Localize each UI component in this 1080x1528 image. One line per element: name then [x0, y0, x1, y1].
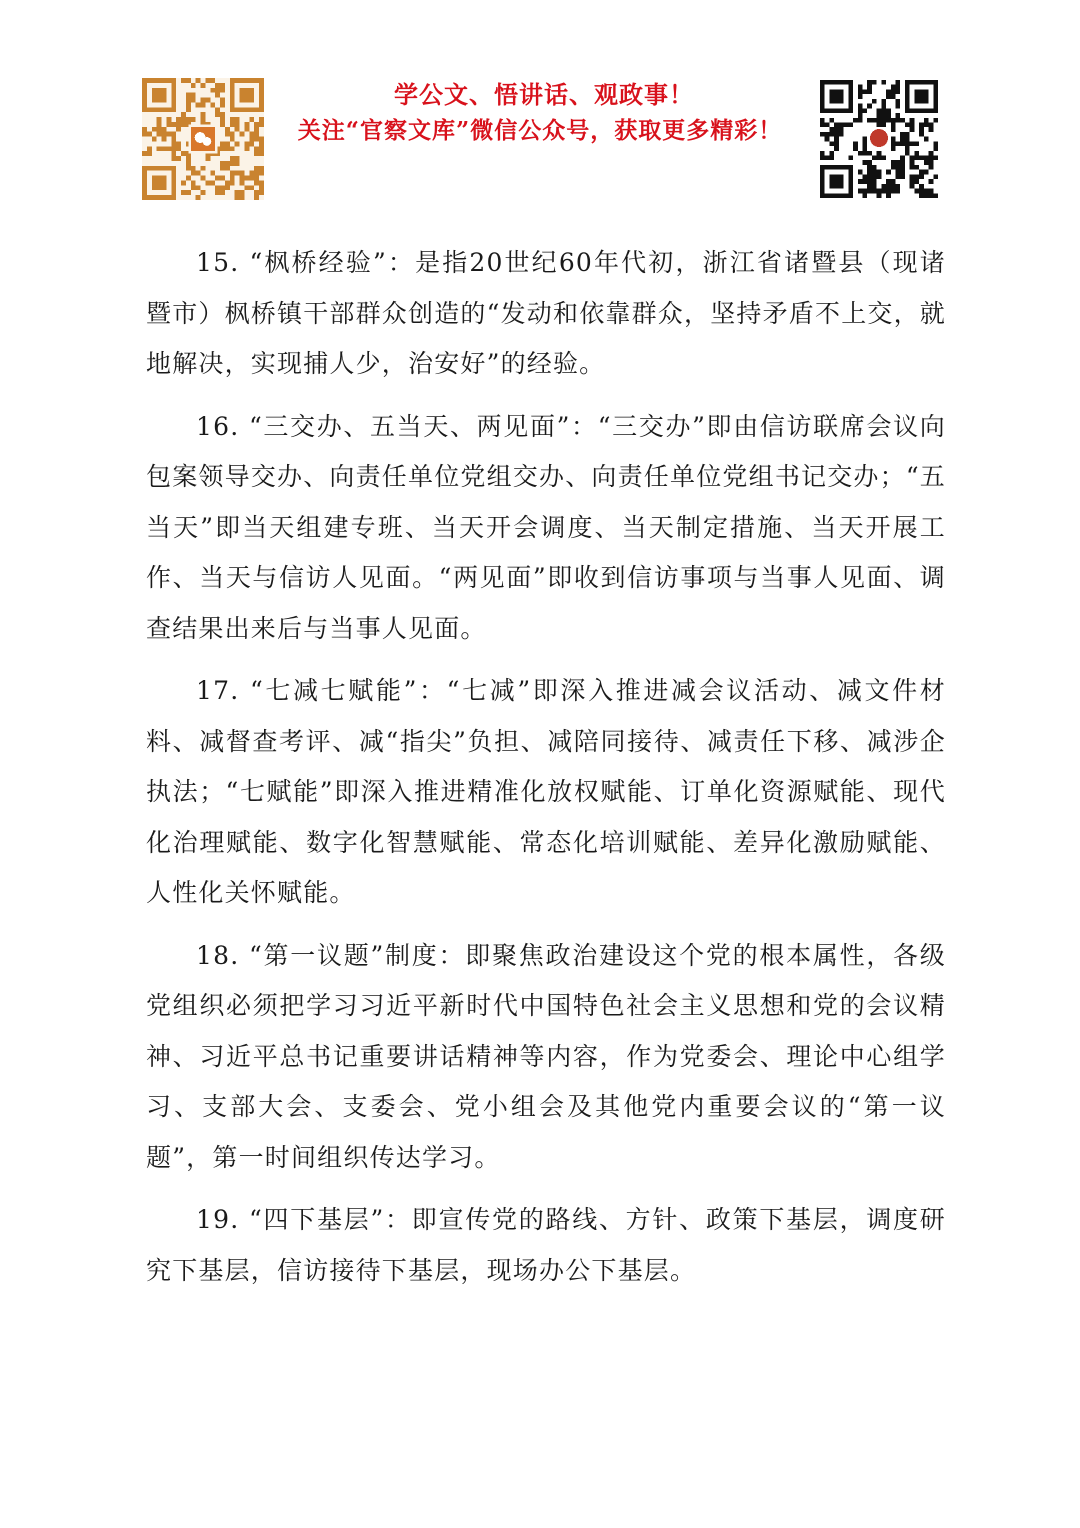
document-body	[146, 238, 946, 1308]
paragraph-18: 18. “第一议题”制度：即聚焦政治建设这个党的根本属性，各级党组织必须把学习习近平新时代中国特色社会主义思想和党的会议精神、习近平总书记重要讲话精神等内容，作为党委会、理论中心组学习、支部大会、支委会、党小组会及其他党内重要会议的“第一议题”，第一时间组织传达学习。	[146, 940, 947, 1172]
document-header	[0, 0, 1080, 230]
paragraph-19: 19. “四下基层”：即宣传党的路线、方针、政策下基层，调度研究下基层，信访接待下基层，现场办公下基层。	[146, 1205, 947, 1285]
paragraph-15: 15. “枫桥经验”：是指20世纪60年代初，浙江省诸暨县（现诸暨市）枫桥镇干部群众创造的“发动和依靠群众，坚持矛盾不上交，就地解决，实现捕人少，治安好”的经验。	[146, 248, 946, 378]
header-slogan	[270, 80, 810, 148]
paragraph-16: 16. “三交办、五当天、两见面”：“三交办”即由信访联席会议向包案领导交办、向责任单位党组交办、向责任单位党组书记交办；“五当天”即当天组建专班、当天开会调度、当天制定措施、当天开展工作、当天与信访人见面。“两见面”即收到信访事项与当事人见面、调查结果出来后与当事人见面。	[146, 411, 946, 643]
slogan-line-2: 关注“官察文库”微信公众号，获取更多精彩！	[297, 117, 783, 144]
qr-code-icon[interactable]	[820, 80, 938, 198]
slogan-line-1: 学公文、悟讲话、观政事！	[394, 80, 694, 109]
wechat-qr-code-icon[interactable]	[142, 78, 264, 200]
paragraph-17: 17. “七减七赋能”：“七减”即深入推进减会议活动、减文件材料、减督查考评、减“指尖”负担、减陪同接待、减责任下移、减涉企执法；“七赋能”即深入推进精准化放权赋能、订单化资源赋能、现代化治理赋能、数字化智慧赋能、常态化培训赋能、差异化激励赋能、人性化关怀赋能。	[146, 676, 946, 907]
